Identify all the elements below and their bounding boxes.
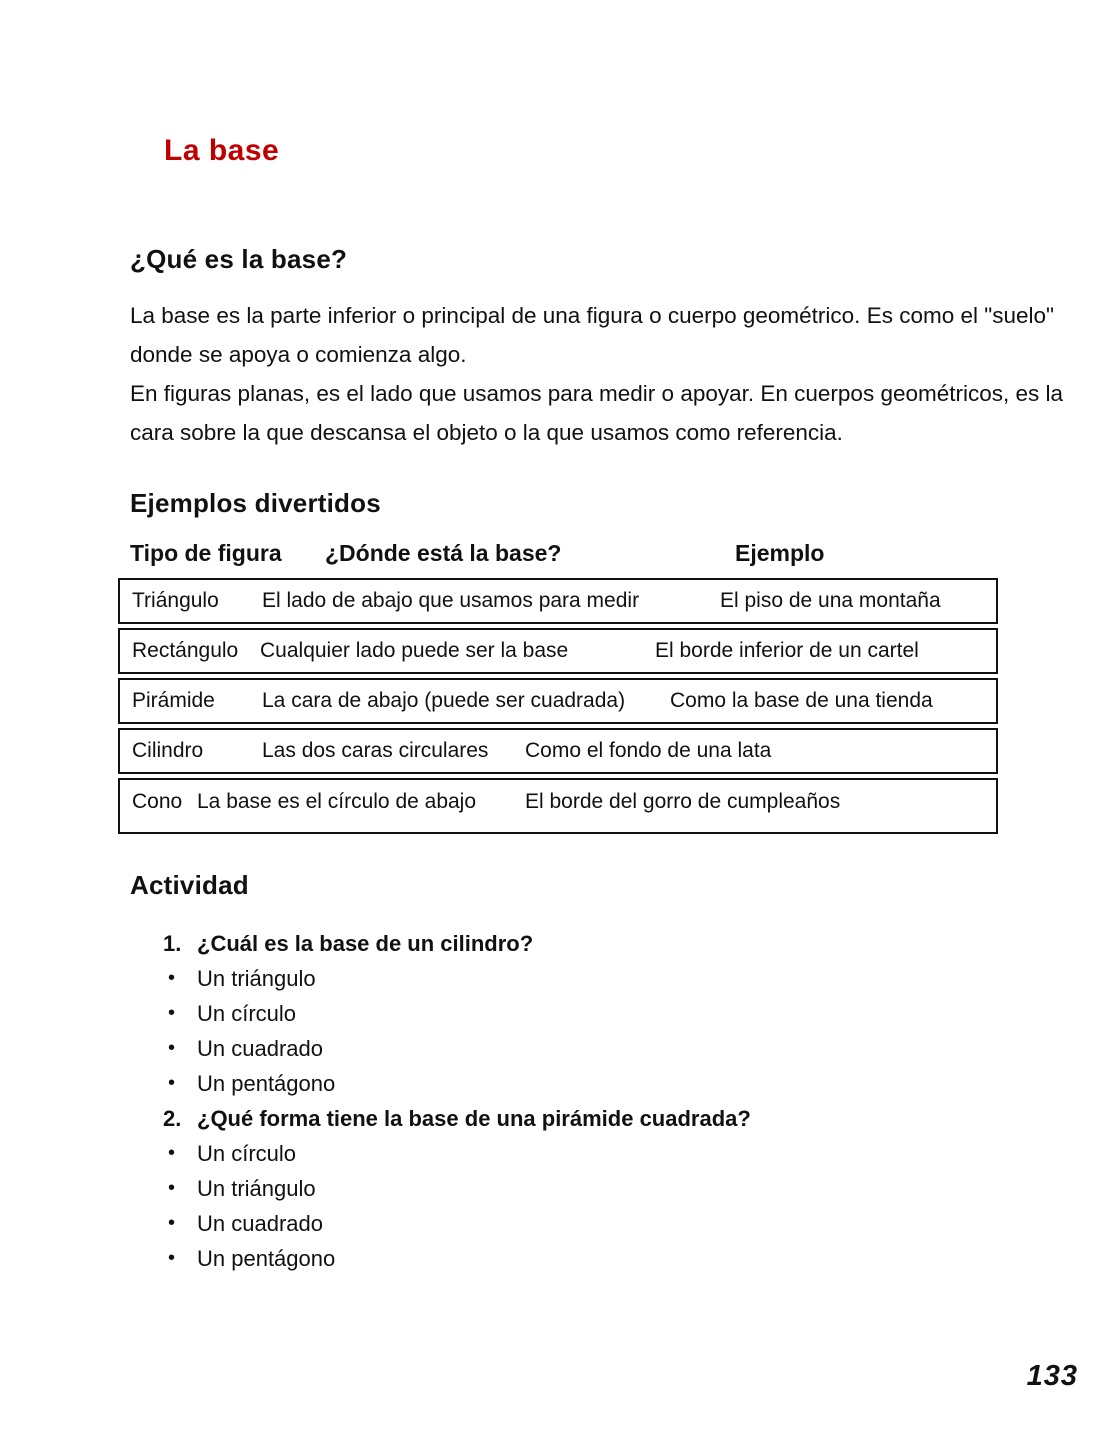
option-item: [163, 1136, 983, 1171]
question-1: [163, 926, 983, 961]
table-cell-example: El borde del gorro de cumpleaños: [525, 790, 841, 813]
bullet-icon: •: [168, 1072, 176, 1094]
option-item: [163, 1206, 983, 1241]
table-cell-figure: Triángulo: [132, 589, 219, 612]
question-number: 2.: [163, 1105, 182, 1131]
table-cell-figure: Cono: [132, 790, 183, 813]
paragraph-planes-solids: En figuras planas, es el lado que usamos para medir o apoyar. En cuerpos geométricos, es la cara sobre la que descansa el objeto o la que usamos como referencia.: [130, 381, 1064, 445]
question-text: ¿Cuál es la base de un cilindro?: [197, 930, 534, 956]
section-heading-activity: Actividad: [130, 870, 249, 900]
bullet-icon: •: [168, 1037, 176, 1059]
activity-list: [163, 926, 983, 1276]
option-text: Un cuadrado: [197, 1035, 323, 1061]
table-row: [118, 678, 998, 724]
option-text: Un círculo: [197, 1000, 297, 1026]
page-number: 133: [1026, 1360, 1078, 1392]
table-row: [118, 628, 998, 674]
table-cell-example: Como el fondo de una lata: [525, 739, 772, 762]
bullet-icon: •: [168, 1142, 176, 1164]
question-2: [163, 1101, 983, 1136]
examples-table: [118, 578, 998, 838]
section-heading-examples: Ejemplos divertidos: [130, 488, 381, 518]
table-header-tipo: Tipo de figura: [130, 540, 282, 566]
table-cell-example: El piso de una montaña: [720, 589, 941, 612]
table-header-donde: ¿Dónde está la base?: [325, 540, 562, 566]
table-cell-figure: Cilindro: [132, 739, 204, 762]
table-row: [118, 778, 998, 834]
option-item: [163, 1031, 983, 1066]
table-cell-figure: Rectángulo: [132, 639, 239, 662]
table-cell-where: La cara de abajo (puede ser cuadrada): [262, 689, 626, 712]
bullet-icon: •: [168, 967, 176, 989]
option-text: Un círculo: [197, 1140, 297, 1166]
question-text: ¿Qué forma tiene la base de una pirámide cuadrada?: [197, 1105, 751, 1131]
table-cell-example: Como la base de una tienda: [670, 689, 933, 712]
paragraph-definition: La base es la parte inferior o principal de una figura o cuerpo geométrico. Es como el "suelo" donde se apoya o comienza algo.: [130, 303, 1054, 367]
table-header-row: [130, 540, 1010, 570]
question-number: 1.: [163, 930, 182, 956]
table-header-ejemplo: Ejemplo: [735, 540, 825, 566]
bullet-icon: •: [168, 1002, 176, 1024]
table-cell-where: Las dos caras circulares: [262, 739, 489, 762]
option-item: [163, 996, 983, 1031]
table-cell-figure: Pirámide: [132, 689, 215, 712]
option-text: Un triángulo: [197, 1175, 316, 1201]
option-text: Un pentágono: [197, 1245, 336, 1271]
option-item: [163, 961, 983, 996]
bullet-icon: •: [168, 1212, 176, 1234]
option-text: Un cuadrado: [197, 1210, 323, 1236]
option-item: [163, 1171, 983, 1206]
table-cell-where: La base es el círculo de abajo: [197, 790, 477, 813]
table-row: [118, 578, 998, 624]
table-cell-where: El lado de abajo que usamos para medir: [262, 589, 640, 612]
page-title: La base: [164, 134, 280, 167]
table-cell-where: Cualquier lado puede ser la base: [260, 639, 569, 662]
option-item: [163, 1066, 983, 1101]
option-item: [163, 1241, 983, 1276]
bullet-icon: •: [168, 1247, 176, 1269]
option-text: Un pentágono: [197, 1070, 336, 1096]
section-heading-what-is: ¿Qué es la base?: [130, 244, 348, 274]
bullet-icon: •: [168, 1177, 176, 1199]
table-cell-example: El borde inferior de un cartel: [655, 639, 919, 662]
table-row: [118, 728, 998, 774]
option-text: Un triángulo: [197, 965, 316, 991]
